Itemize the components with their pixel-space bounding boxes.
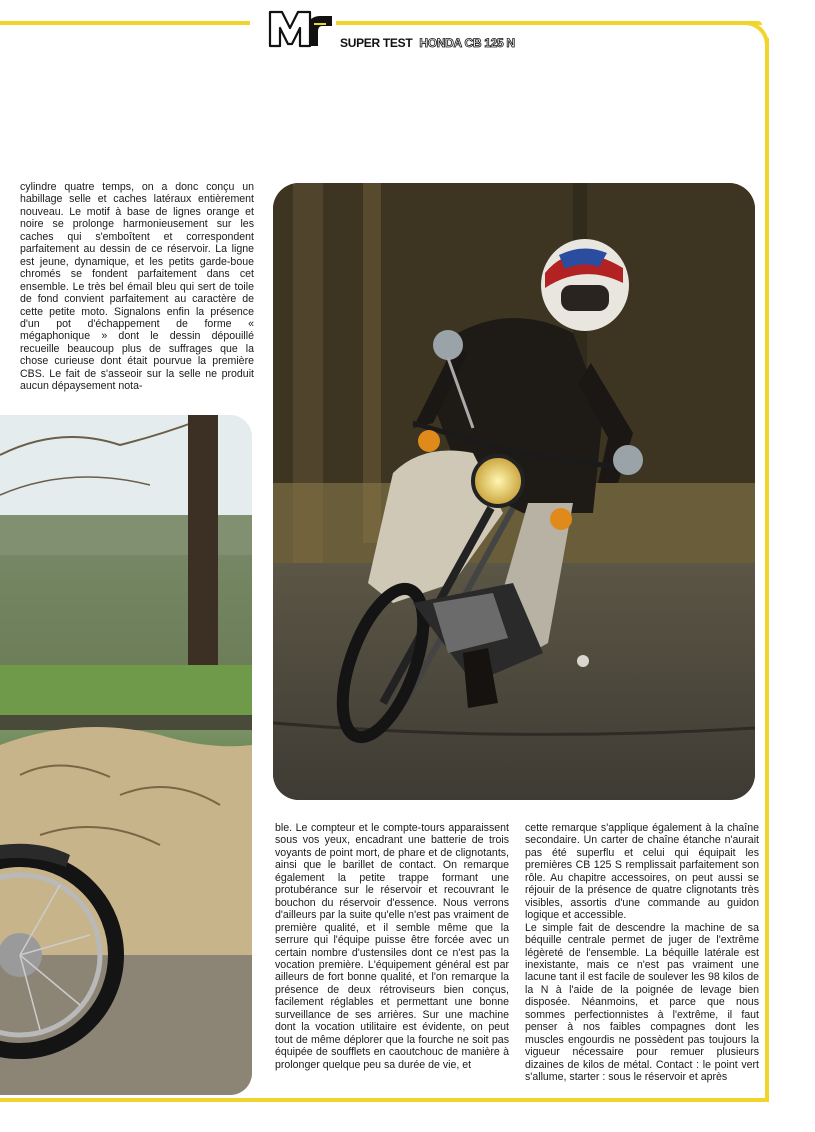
magazine-logo (268, 6, 334, 50)
paragraph: cylindre quatre temps, on a donc conçu un habillage selle et caches latéraux entièrement nouveau. Le motif à base de lignes orange et noire se prolonge harmonieusement sur les caches qui s'emboîtent et correspondent parfaitement au dessin de ce réservoir. La ligne est jeune, dynamique, et les petits garde-boue chromés se fondent parfaitement dans cet ensemble. Le très bel émail bleu qui sert de toile de fond convient parfaitement au caractère de cette petite moto. Signalons enfin la présence d'un pot d'échappement de forme « mégaphonique » dont le dessin dépouillé recueille beaucoup plus de suffrages que la chose curieuse dont était pourvue la première CBS. Le fait de s'asseoir sur la selle ne produit aucun dépaysement nota- (20, 181, 254, 393)
paragraph: Le simple fait de descendre la machine de sa béquille centrale permet de juger de l'extrême légèreté de l'ensemble. La béquille latérale est inexistante, mais ce n'est pas vraiment une lacune tant il est facile de soulever les 98 kilos de la N à l'aide de la poignée de levage bien disposée. Néanmoins, et parce que nous sommes perfectionnistes à l'extrême, il faut penser à nos faibles compagnes dont les muscles engourdis ne possèdent pas toujours la vigueur nécessaire pour remuer plusieurs dizaines de kilos de métal. Contact : le point vert s'allume, starter : sous le réservoir et après (525, 921, 759, 1084)
park-wheel-photo (0, 415, 252, 1095)
frame-line-bottom (0, 1098, 769, 1102)
paragraph: cette remarque s'applique également à la chaîne secondaire. Un carter de chaîne étanche n'aurait pas été superflu et celui qui équipait les premières CB 125 S remplissait parfaitement son rôle. Au chapitre accessoires, on peut aussi se réjouir de la présence de quatre clignotants très visibles, assortis d'une commande au guidon logique et accessible. (525, 822, 759, 922)
text-column-3 (525, 822, 759, 1084)
frame-line-top-left (0, 21, 250, 25)
frame-line-right (765, 38, 769, 1098)
frame-line-top-right (336, 21, 762, 25)
model-label: HONDA CB 125 N (419, 36, 515, 50)
section-header (340, 36, 515, 50)
section-label: SUPER TEST (340, 36, 413, 50)
paragraph: ble. Le compteur et le compte-tours apparaissent sous vos yeux, encadrant une batterie de trois voyants de point mort, de phare et de clignotants, ainsi que le barillet de contact. On remarque également la petite trappe formant une protubérance sur le réservoir et recouvrant le bouchon du réservoir d'essence. Nous verrons d'ailleurs par la suite qu'elle n'est pas vraiment de première qualité, et il semble même que la serrure qui l'équipe puisse être forcée avec un certain nombre d'ustensiles dont ce n'est pas la vocation première. L'équipement général est par ailleurs de fort bonne qualité, et l'on remarque la présence de deux rétroviseurs bien conçus, facilement réglables et permettant une bonne surveillance de ses arrières. Sur une machine dont la vocation utilitaire est évidente, on peut tout de même déplorer que la fourche ne soit pas équipée de soufflets en caoutchouc de manière à prolonger quelque peu sa durée de vie, et (275, 822, 509, 1071)
text-column-2 (275, 822, 509, 1071)
motorcycle-rider-photo (273, 183, 755, 800)
text-column-1 (20, 181, 254, 393)
